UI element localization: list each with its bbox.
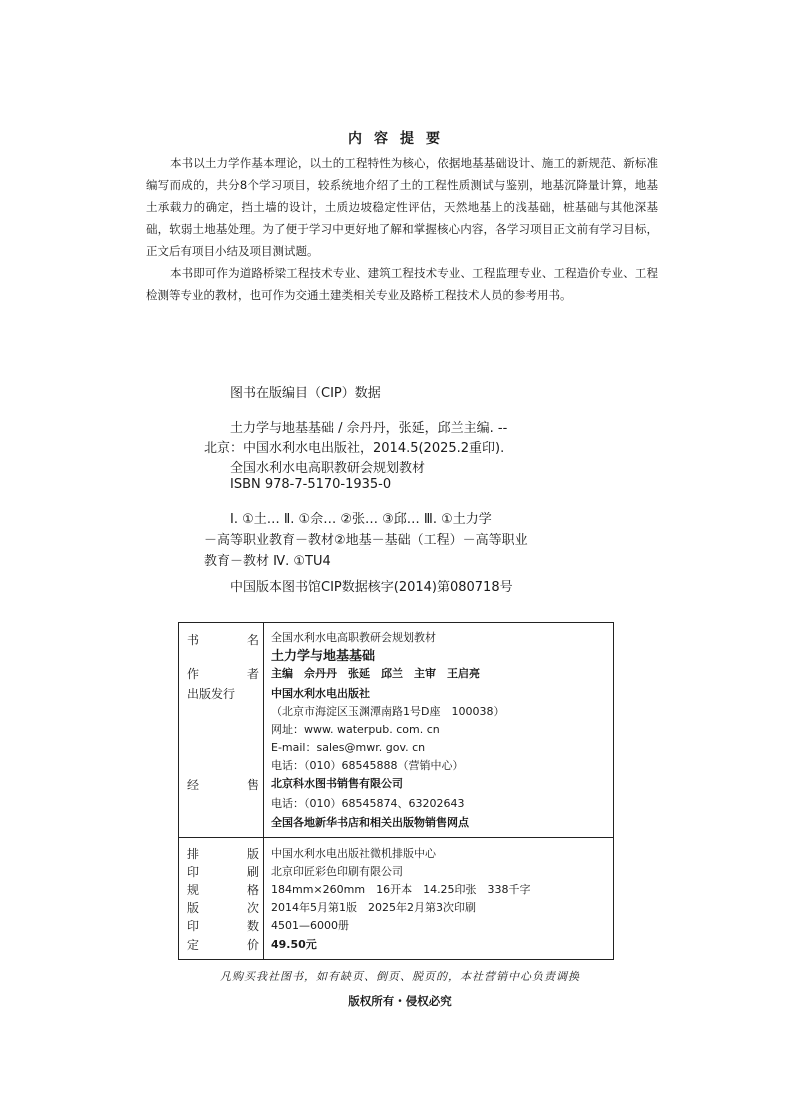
summary-title: 内容提要 [348, 131, 452, 147]
authors: 主编 佘丹丹 张延 邱兰 主审 王启亮 [271, 667, 480, 680]
label-seller: 经 售 [187, 778, 259, 792]
printer: 北京印匠彩色印刷有限公司 [271, 865, 403, 878]
table-divider-vertical [263, 623, 264, 959]
publisher-email: E-mail：sales@mwr. gov. cn [271, 741, 426, 754]
label-typeset: 排 版 [187, 847, 259, 861]
label-publisher: 出版发行 [187, 687, 236, 701]
copyright-notice: 版权所有・侵权必究 [348, 994, 452, 1008]
cip-line-3: 全国水利水电高职教研会规划教材 [230, 461, 426, 476]
publisher: 中国水利水电出版社 [271, 687, 370, 700]
cip-line-1: 土力学与地基基础 / 佘丹丹，张延，邱兰主编. -- [230, 421, 508, 436]
cip-line-6: －高等职业教育－教材②地基－基础（工程）－高等职业 [204, 533, 528, 548]
summary-paragraph-2: 本书即可作为道路桥梁工程技术专业、建筑工程技术专业、工程监理专业、工程造价专业、工程检测等专业的教材，也可作为交通土建类相关专业及路桥工程技术人员的参考用书。 [146, 266, 658, 302]
table-divider [179, 837, 613, 838]
edition: 2014年5月第1版 2025年2月第3次印刷 [271, 901, 476, 914]
publication-info-table [178, 622, 614, 960]
specification: 184mm×260mm 16开本 14.25印张 338千字 [271, 883, 531, 896]
cip-line-5: Ⅰ. ①土… Ⅱ. ①佘… ②张… ③邱… Ⅲ. ①土力学 [230, 512, 492, 527]
label-title: 书 名 [187, 633, 259, 647]
seller-network: 全国各地新华书店和相关出版物销售网点 [271, 816, 469, 829]
label-price: 定 价 [187, 938, 259, 952]
publisher-phone: 电话：（010）68545888（营销中心） [271, 759, 464, 772]
seller: 北京科水图书销售有限公司 [271, 777, 403, 790]
label-print: 印 刷 [187, 865, 259, 879]
cip-line-7: 教育－教材 Ⅳ. ①TU4 [204, 554, 331, 569]
label-count: 印 数 [187, 919, 259, 933]
series-name: 全国水利水电高职教研会规划教材 [271, 631, 436, 644]
cip-record: 中国版本图书馆CIP数据核字(2014)第080718号 [230, 580, 513, 595]
cip-heading: 图书在版编目（CIP）数据 [230, 386, 381, 401]
print-count: 4501—6000册 [271, 919, 349, 932]
seller-phone: 电话：（010）68545874、63202643 [271, 797, 465, 810]
label-spec: 规 格 [187, 883, 259, 897]
label-edition: 版 次 [187, 901, 259, 915]
publisher-address: （北京市海淀区玉渊潭南路1号D座 100038） [271, 705, 505, 718]
exchange-notice: 凡购买我社图书，如有缺页、倒页、脱页的，本社营销中心负责调换 [220, 970, 580, 983]
summary-body [146, 152, 658, 306]
publisher-website: 网址：www. waterpub. com. cn [271, 723, 440, 736]
book-title: 土力学与地基基础 [271, 649, 376, 664]
price: 49.50元 [271, 938, 317, 951]
cip-line-2: 北京：中国水利水电出版社，2014.5(2025.2重印). [204, 441, 505, 456]
label-author: 作 者 [187, 667, 259, 681]
typeset-center: 中国水利水电出版社微机排版中心 [271, 847, 436, 860]
cip-line-4: ISBN 978-7-5170-1935-0 [230, 477, 392, 492]
summary-paragraph-1: 本书以土力学作基本理论，以土的工程特性为核心，依据地基基础设计、施工的新规范、新标准编写而成的，共分8个学习项目，较系统地介绍了土的工程性质测试与鉴别，地基沉降量计算，地基土承载力的确定，挡土墙的设计，土质边坡稳定性评估，天然地基上的浅基础，桩基础与其他深基础，软弱土地基处理。为了便于学习中更好地了解和掌握核心内容，各学习项目正文前有学习目标，正文后有项目小结及项目测试题。 [146, 156, 658, 258]
